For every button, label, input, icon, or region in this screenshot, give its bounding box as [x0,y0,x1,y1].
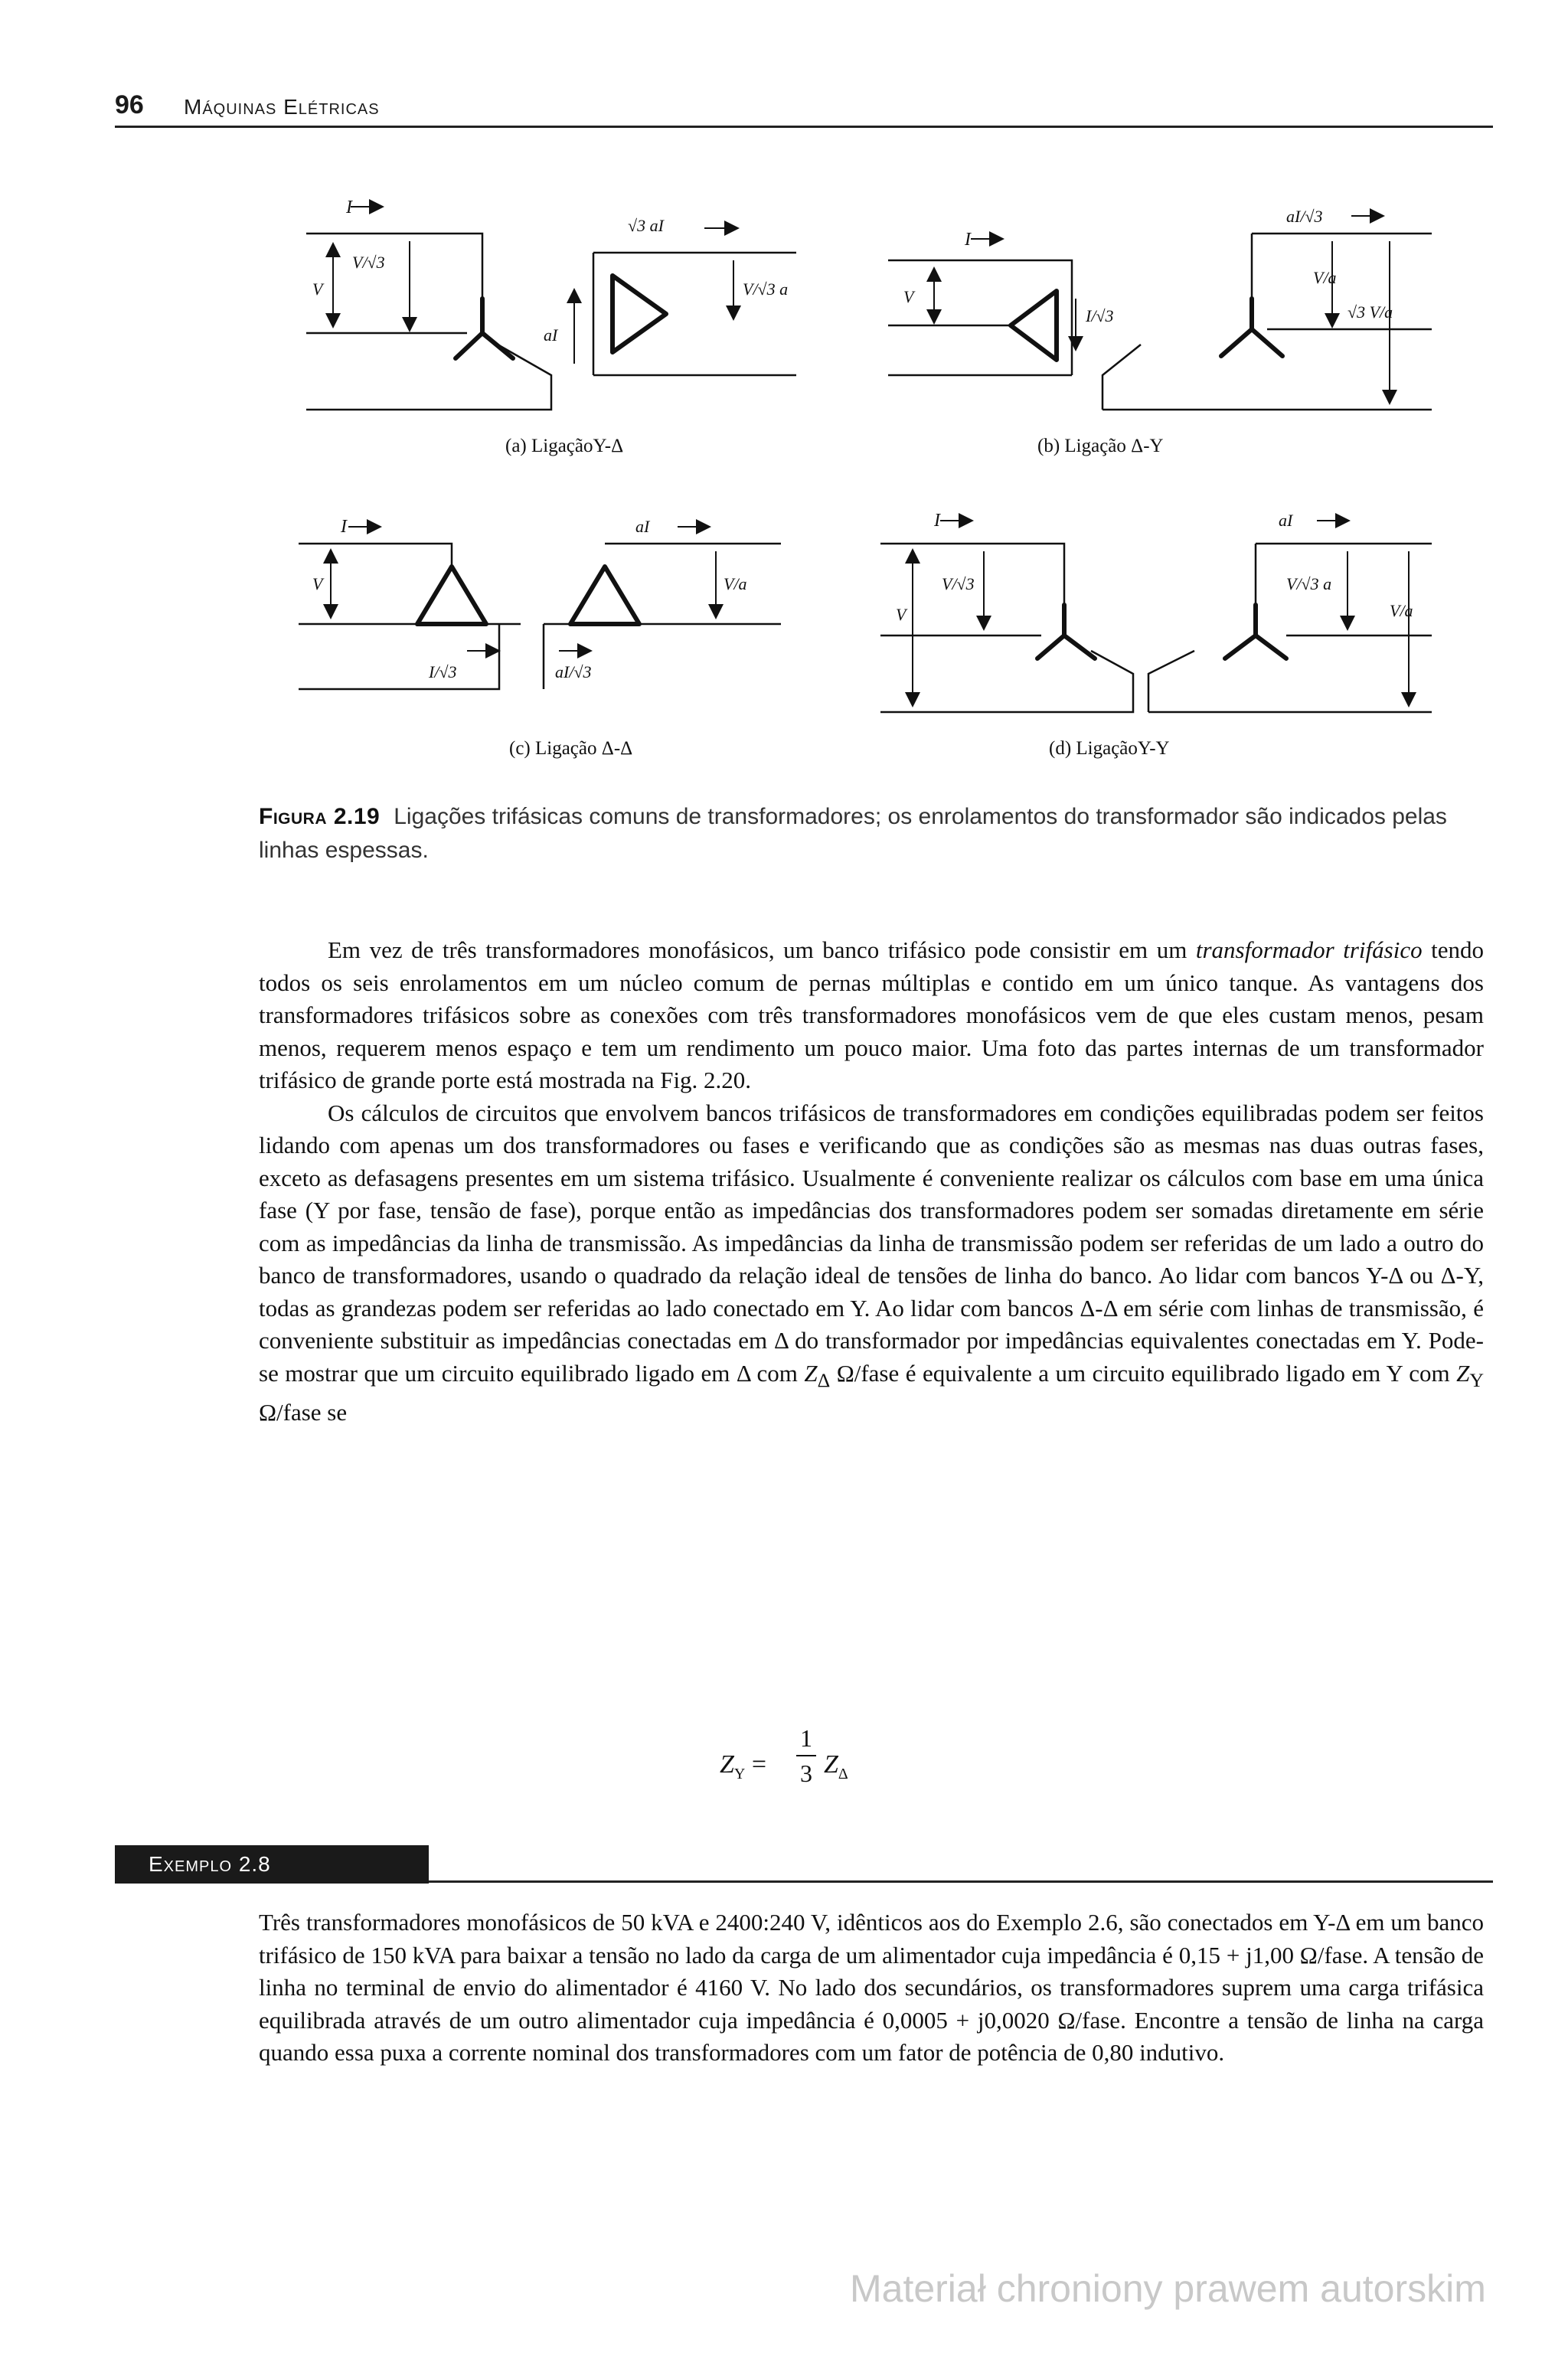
paragraph-1 [259,934,1484,1097]
transformer-connection-diagrams [291,184,1485,781]
paragraph-2 [259,1097,1484,1429]
label-b-V: V [903,287,914,306]
equation-rhs [824,1750,848,1783]
example-label: Exemplo 2.8 [149,1852,271,1876]
label-c-aI: aI [635,517,650,536]
equation-lhs-sub: Y [733,1765,746,1782]
label-d-v-root3: V/√3 [942,574,975,593]
subcaption-d: (d) LigaçãoY-Y [1049,738,1170,759]
diagram-b-delta-y [888,207,1432,410]
running-header [115,86,1493,132]
label-b-aI-root3: aI/√3 [1286,207,1323,226]
label-a-root3-aI: √3 aI [628,216,664,235]
subcaption-c: (c) Ligação Δ-Δ [509,738,633,759]
equation-numerator: 1 [800,1724,812,1752]
symbol-z-y-sub: Y [1469,1368,1484,1391]
subcaption-b: (b) Ligação Δ-Y [1037,436,1164,456]
fraction-bar [796,1755,816,1756]
label-b-I-root3: I/√3 [1086,306,1114,325]
equation-rhs-sub: Δ [838,1765,848,1782]
header-rule [115,126,1493,128]
label-b-I: I [965,230,971,250]
label-a-I: I [346,198,352,217]
running-title: Máquinas Elétricas [184,95,380,119]
label-a-v-root3-a: V/√3 a [743,279,789,299]
paragraph-2-text-c: Ω/fase se [259,1399,348,1426]
diagram-d-y-y [880,511,1432,712]
label-a-aI: aI [544,325,558,345]
label-c-I: I [341,517,347,537]
label-d-aI: aI [1279,511,1293,530]
figure-2-19 [291,184,1485,781]
paragraph-1-italic-term: transformador trifásico [1195,936,1423,963]
figure-caption-label: Figura 2.19 [259,804,381,829]
diagram-c-delta-delta [299,517,781,689]
body-text [259,934,1484,1429]
label-d-V-a: V/a [1390,601,1413,620]
equation-rhs-z: Z [824,1750,838,1779]
label-a-v-root3: V/√3 [352,253,385,272]
paragraph-1-text-b: tendo todos os seis enrolamentos em um núcleo comum de pernas múltiplas e contido em um único tanque. As vantagens dos transformadores trifásicos sobre as conexões com três transformadores monofásicos vem de que eles custam menos, pesam menos, requerem menos espaço e tem um rendimento um pouco maior. Uma foto das partes internas de um transformador trifásico de grande porte está mostrada na Fig. 2.20. [259,936,1484,1093]
example-body [259,1906,1484,2070]
label-c-V: V [312,574,323,593]
subcaption-a: (a) LigaçãoY-Δ [505,436,624,456]
page-number: 96 [115,90,144,119]
label-d-V: V [896,605,906,624]
example-rule [429,1880,1493,1883]
paragraph-2-text-a: Os cálculos de circuitos que envolvem bancos trifásicos de transformadores em condições equilibradas podem ser feitos lidando com apenas um dos transformadores ou fases e verificando que as condições são as mesmas nas duas outras fases, exceto as defasagens presentes em um sistema trifásico. Usualmente é conveniente realizar os cálculos com base em uma única fase (Y por fase, tensão de fase), porque então as impedâncias dos transformadores podem ser somadas diretamente em série com as impedâncias da linha de transmissão. As impedâncias da linha de transmissão podem ser referidas de um lado a outro do banco de transformadores, usando o quadrado da relação ideal de tensões de linha do banco. Ao lidar com bancos Y-Δ ou Δ-Y, todas as grandezas podem ser referidas ao lado conectado em Y. Ao lidar com bancos Δ-Δ em série com linhas de transmissão, é conveniente substituir as impedâncias conectadas em Δ do transformador por impedâncias equivalentes conectadas em Y. Pode-se mostrar que um circuito equilibrado ligado em Δ com [259,1099,1484,1387]
label-d-v-root3-a: V/√3 a [1286,574,1332,593]
label-c-I-root3: I/√3 [429,662,457,681]
example-heading [115,1845,1493,1884]
label-b-root3-V-a: √3 V/a [1348,302,1393,322]
equation-lhs [720,1750,766,1783]
label-c-aI-root3: aI/√3 [555,662,592,681]
diagram-a-y-delta [306,198,796,410]
figure-caption-text: Ligações trifásicas comuns de transformadores; os enrolamentos do transformador são indicados pelas linhas espessas. [259,804,1447,863]
symbol-z-delta-sub: Δ [817,1368,831,1391]
equation-fraction [796,1723,816,1789]
equation-lhs-z: Z [720,1750,734,1779]
label-d-I: I [934,511,940,531]
equation-denominator: 3 [800,1759,812,1787]
symbol-z-delta: Z [804,1359,818,1387]
example-paragraph: Três transformadores monofásicos de 50 kVA e 2400:240 V, idênticos aos do Exemplo 2.6, são conectados em Y-Δ em um banco trifásico de 150 kVA para baixar a tensão no lado da carga de um alimentador cuja impedância é 0,15 + j1,00 Ω/fase. A tensão de linha no terminal de envio do alimentador é 4160 V. No lado dos secundários, os transformadores suprem uma carga trifásica equilibrada através de um outro alimentador cuja impedância é 0,0005 + j0,0020 Ω/fase. Encontre a tensão de linha na carga quando essa puxa a corrente nominal dos transformadores com um fator de potência de 0,80 indutivo. [259,1909,1484,2066]
equation-equals: = [745,1750,767,1779]
copyright-watermark: Materiał chroniony prawem autorskim [850,2267,1486,2310]
equation-zy [720,1723,919,1807]
label-c-V-a: V/a [724,574,747,593]
label-a-V: V [312,279,323,299]
example-tab [115,1845,429,1884]
figure-caption [259,800,1484,867]
paragraph-1-text-a: Em vez de três transformadores monofásicos, um banco trifásico pode consistir em um [328,936,1196,963]
label-b-V-a: V/a [1313,268,1337,287]
symbol-z-y: Z [1456,1359,1470,1387]
paragraph-2-text-b: Ω/fase é equivalente a um circuito equilibrado ligado em Y com [830,1359,1457,1387]
